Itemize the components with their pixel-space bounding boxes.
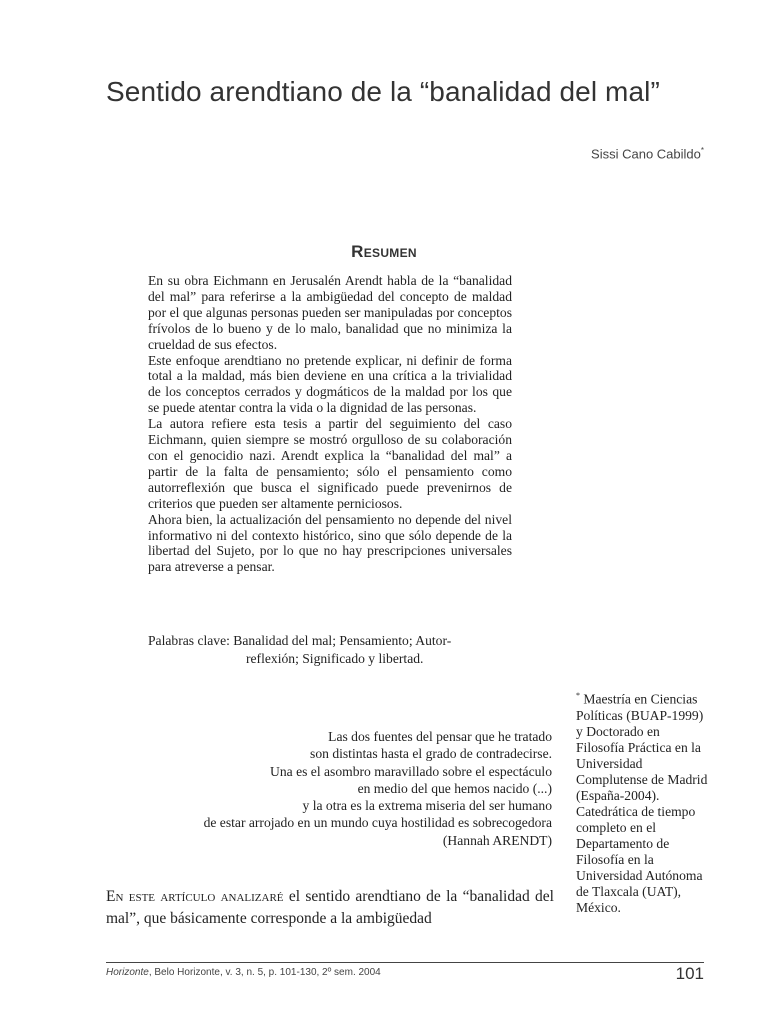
epigraph-line: de estar arrojado en un mundo cuya hostilidad es sobrecogedora	[203, 815, 552, 831]
footnote-text: Maestría en Ciencias Políticas (BUAP-1999) y Doctorado en Filosofía Práctica en la Universidad Complutense de Madrid (España-2004). Catedrática de tiempo completo en el Departamento de Filosofía en la Universidad Autónoma de Tlaxcala (UAT), México.	[576, 691, 708, 915]
epigraph	[120, 728, 552, 849]
epigraph-line: y la otra es la extrema miseria del ser humano	[302, 798, 552, 814]
body-text	[106, 886, 554, 930]
body-paragraph: el sentido arendtiano de la “banalidad del mal”, que básicamente corresponde a la ambigüedad	[106, 888, 554, 927]
journal-name: Horizonte	[106, 967, 149, 978]
abstract-paragraph: Ahora bien, la actualización del pensamiento no depende del nivel informativo ni del contexto histórico, sino que sólo depende de la libertad del Sujeto, por lo que no hay prescripciones universales para atreverse a pensar.	[148, 511, 512, 575]
body-lead-in: En este artículo analizaré	[106, 888, 284, 905]
author-footnote	[576, 688, 708, 916]
citation-details: , Belo Horizonte, v. 3, n. 5, p. 101-130, 2º sem. 2004	[148, 967, 381, 978]
footer-citation	[106, 967, 381, 978]
author-footnote-mark[interactable]: *	[700, 146, 704, 155]
keywords	[148, 632, 512, 667]
author-name	[591, 146, 704, 161]
abstract-paragraph: Este enfoque arendtiano no pretende explicar, ni definir de forma total a la maldad, más bien deviene en una crítica a la trivialidad de los conceptos cerrados y dogmáticos de la maldad por los que se puede atentar contra la vida o la dignidad de las personas.	[148, 352, 512, 416]
epigraph-line: son distintas hasta el grado de contradecirse.	[310, 746, 552, 762]
page-number: 101	[675, 964, 704, 983]
epigraph-attribution: (Hannah ARENDT)	[442, 832, 552, 848]
footnote-mark: *	[576, 691, 580, 700]
abstract-paragraph: La autora refiere esta tesis a partir del seguimiento del caso Eichmann, quien siempre se mostró orgulloso de su colaboración con el genocidio nazi. Arendt explica la “banalidad del mal” a partir de la falta de pensamiento; sólo el pensamiento como autorreflexión que busca el significado puede prevenirnos de criterios que pueden ser altamente perniciosos.	[148, 416, 512, 511]
article-title: Sentido arendtiano de la “banalidad del mal”	[106, 76, 660, 107]
epigraph-line: Una es el asombro maravillado sobre el espectáculo	[270, 763, 552, 779]
abstract-heading: Resumen	[351, 242, 417, 261]
author-name-text: Sissi Cano Cabildo	[591, 146, 701, 162]
keywords-line-1: Palabras clave: Banalidad del mal; Pensamiento; Autor-	[148, 633, 452, 648]
keywords-line-2: reflexión; Significado y libertad.	[246, 650, 424, 666]
footer-rule	[106, 962, 704, 963]
epigraph-line: Las dos fuentes del pensar que he tratado	[328, 729, 552, 744]
abstract-paragraph: En su obra Eichmann en Jerusalén Arendt habla de la “banalidad del mal” para referirse a la ambigüedad del concepto de maldad por el que algunas personas pueden ser manipuladas por conceptos frívolos de lo bueno y de lo malo, banalidad que no minimiza la crueldad de sus efectos.	[148, 273, 512, 352]
abstract-body	[148, 273, 512, 575]
epigraph-line: en medio del que hemos nacido (...)	[357, 780, 552, 796]
